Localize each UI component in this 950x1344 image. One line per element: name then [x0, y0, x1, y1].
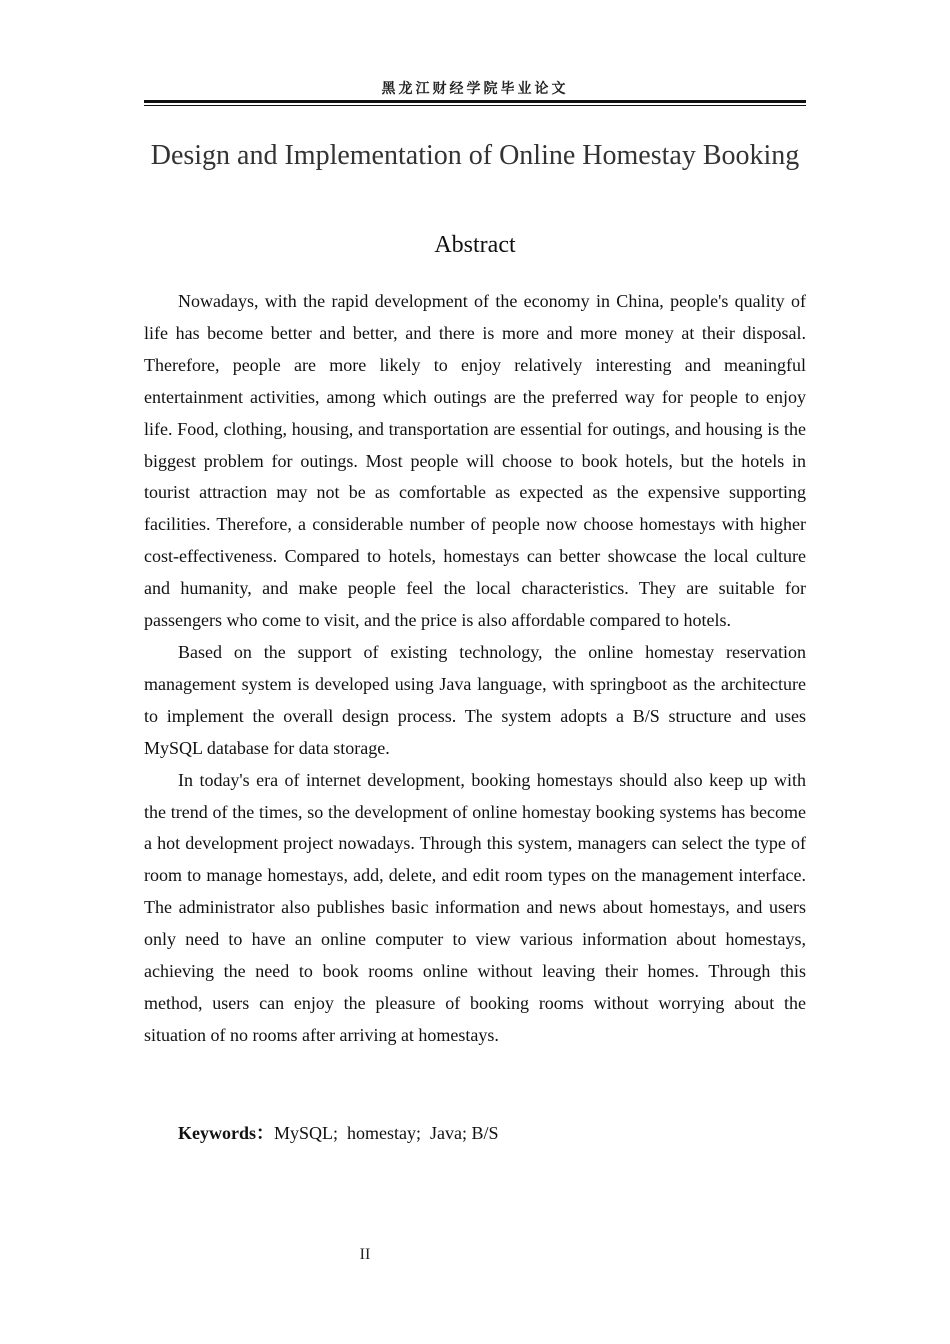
keywords-label: Keywords： — [178, 1123, 274, 1143]
abstract-paragraph-2: Based on the support of existing technology, the online homestay reservation management system is developed using Java language, with springboot as the architecture to implement the overall design process. The system adopts a B/S structure and uses MySQL database for data storage. — [144, 641, 806, 758]
header-rule-thin — [144, 105, 806, 106]
paper-title: Design and Implementation of Online Homestay Booking — [150, 140, 800, 171]
page-number: II — [359, 1246, 371, 1263]
abstract-paragraph-3: In today's era of internet development, booking homestays should also keep up with the trend of the times, so the development of online homestay booking systems has become a hot development project nowadays. Through this system, managers can select the type of room to manage homestays, add, delete, and edit room types on the management interface. The administrator also publishes basic information and news about homestays, and users only need to have an online computer to view various information about homestays, achieving the need to book rooms online without leaving their homes. Through this method, users can enjoy the pleasure of booking rooms without worrying about the situation of no rooms after arriving at homestays. — [144, 769, 806, 1045]
abstract-paragraph-1: Nowadays, with the rapid development of the economy in China, people's quality of life has become better and better, and there is more and more money at their disposal. Therefore, people are more likely to enjoy relatively interesting and meaningful entertainment activities, among which outings are the preferred way for people to enjoy life. Food, clothing, housing, and transportation are essential for outings, and housing is the biggest problem for outings. Most people will choose to book hotels, but the hotels in tourist attraction may not be as comfortable as expected as the expensive supporting facilities. Therefore, a considerable number of people now choose homestays with higher cost-effectiveness. Compared to hotels, homestays can better showcase the local culture and humanity, and make people feel the local characteristics. They are suitable for passengers who come to visit, and the price is also affordable compared to hotels. — [144, 291, 806, 631]
abstract-heading: Abstract — [434, 232, 516, 258]
header-rule-thick — [144, 100, 806, 103]
keywords-line — [178, 1118, 499, 1148]
keywords-value: MySQL; homestay; Java; B/S — [274, 1123, 499, 1143]
running-header: 黑龙江财经学院毕业论文 — [381, 81, 569, 97]
abstract-body — [144, 286, 806, 1052]
